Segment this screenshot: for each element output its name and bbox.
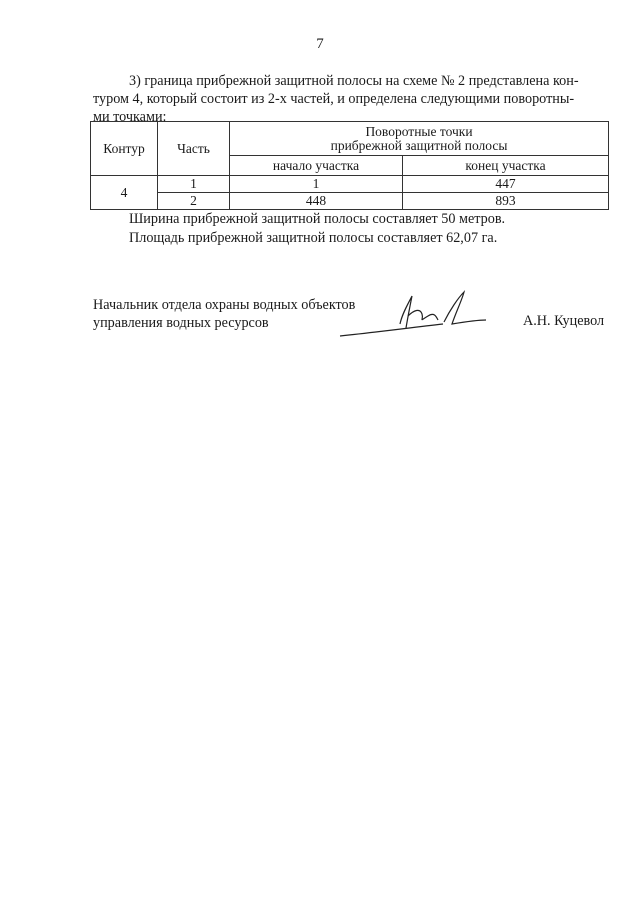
header-group-line1: Поворотные точки <box>365 123 473 139</box>
page-number: 7 <box>316 36 324 52</box>
table-row <box>91 193 609 210</box>
table-row <box>91 176 609 193</box>
cell-part: 2 <box>158 193 230 210</box>
signatory-name: А.Н. Куцевол <box>523 313 605 329</box>
signatory-title <box>93 296 355 332</box>
header-contour: Контур <box>91 122 158 176</box>
cell-start: 448 <box>230 193 403 210</box>
turning-points-table <box>90 121 609 210</box>
cell-end: 447 <box>403 176 609 193</box>
cell-part: 1 <box>158 176 230 193</box>
handwritten-signature <box>338 286 488 346</box>
boundary-description-paragraph <box>93 72 608 126</box>
header-turning-points <box>230 122 609 156</box>
cell-end: 893 <box>403 193 609 210</box>
header-group-line2: прибрежной защитной полосы <box>330 137 508 153</box>
header-end: конец участка <box>403 156 609 176</box>
paragraph-line: 3) граница прибрежной защитной полосы на схеме № 2 представлена кон- <box>129 73 579 89</box>
area-statement: Площадь прибрежной защитной полосы составляет 62,07 га. <box>129 230 498 246</box>
signatory-title-line1: Начальник отдела охраны водных объектов <box>93 297 356 313</box>
signatory-title-line2: управления водных ресурсов <box>93 315 269 331</box>
cell-contour: 4 <box>91 176 158 210</box>
paragraph-line: туром 4, который состоит из 2-х частей, и определена следующими поворотны- <box>93 91 575 107</box>
paragraph-line: ми точками: <box>93 109 167 125</box>
header-start: начало участка <box>230 156 403 176</box>
width-statement: Ширина прибрежной защитной полосы составляет 50 метров. <box>129 211 506 227</box>
cell-start: 1 <box>230 176 403 193</box>
header-part: Часть <box>158 122 230 176</box>
